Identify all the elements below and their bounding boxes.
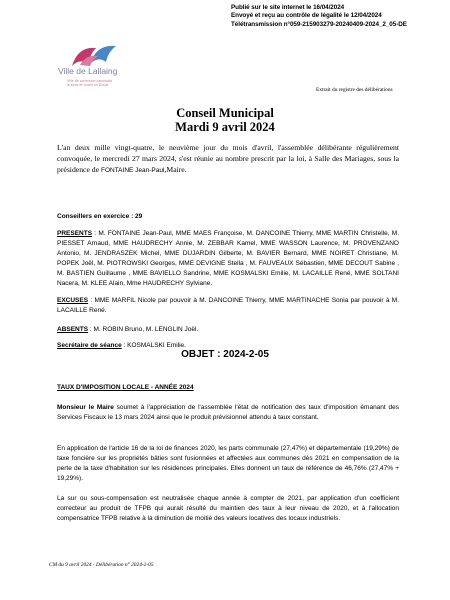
paragraph-maire: Monsieur le Maire soumet à l'appréciation de l'assemblée l'état de notification des taux d'imposition émanant des Services Fiscaux le 13 mars 2024 ainsi que le produit prévisionnel attendu à taux constant. — [57, 404, 399, 421]
stamp-teletransmission-line: Télétransmission n°059-215903279-20240409-2024_2_05-DE — [231, 20, 407, 28]
conseillers-count: Conseillers en exercice : 29 — [57, 213, 143, 220]
extract-note: Extrait du registre des délibérations — [316, 87, 393, 93]
objet-heading: OBJET : 2024-2-05 — [181, 349, 269, 360]
maire-lead: Monsieur le Maire — [57, 404, 114, 411]
document-title: Conseil Municipal — [176, 106, 274, 120]
document-date: Mardi 9 avril 2024 — [175, 120, 275, 134]
page-footer: CM du 9 avril 2024 - Délibération n° 2024-2-05 — [49, 562, 154, 568]
stamp-published-line: Publié sur le site internet le 16/04/2024 — [231, 4, 345, 11]
absents-label: ABSENTS — [57, 326, 89, 333]
absents-paragraph: ABSENTS : M. ROBIN Bruno, M. LENGLIN Joël. — [57, 326, 199, 333]
logo-name: Ville de Lallaing — [58, 66, 118, 76]
presents-label: PRESENTS — [57, 230, 93, 237]
excuses-label: EXCUSES — [57, 297, 89, 304]
transmission-stamp — [231, 4, 445, 29]
stamp-legality-line: Envoyé et reçu au contrôle de légalité le 12/04/2024 — [231, 12, 382, 20]
secretaire-label: Secrétaire de séance — [57, 342, 122, 349]
presents-paragraph: PRESENTS : M. FONTAINE Jean-Paul, MME MAES Françoise, M. DANCOINE Thierry, MME MARTIN Christelle, M. PIESSET Arnaud, MME HAUDRECHY Annie, M. ZEBBAR Kamel, MME WASSON Laurence, M. PROVENZANO Antonio, M. JENDRASZEK Michel, MME DUJARDIN Gilberte, M. BAVIER Bernard, MME NOIRET Christiane, M. POPEK Joël, M. PIOTROWSKI Georges, MME DEVIGNE Stella , M. FAUVEAUX Sébastien, MME DECOUT Sabine , M. BASTIEN Guillaume , MME BAVIELLO Sandrine, MME KOSMALSKI Emilie, M. LACAILLE René, MME SOLTANI Nacera, M. KLEE Alain, Mme HAUDRECHY Sylviane. — [57, 230, 399, 287]
paragraph-loi-finances: En application de l'article 16 de la loi de finances 2020, les parts communale (27,47%) et départementale (19,29%) de taxe foncière sur les propriétés bâties sont fusionnées et affectées aux communes dès 2021 en compensation de la perte de la taxe d'habitation sur les résidences principales. Elles donnent un taux de référence de 46,76% (27,47% + 19,29%). — [57, 445, 399, 482]
paragraph-compensation: La sur ou sous-compensation est neutralisée chaque année à compter de 2021, par application d'un coefficient correcteur au produit de TFPB qui aurait résulté du maintien des taux à leur niveau de 2020, et à l'allocation compensatrice TFPB relative à la diminution de moitié des valeurs locatives des locaux industriels. — [57, 495, 399, 522]
section-title: TAUX D'IMPOSITION LOCALE - ANNÉE 2024 — [57, 384, 194, 391]
secretaire-paragraph: Secrétaire de séance : KOSMALSKI Emilie. — [57, 342, 186, 349]
logo-tagline: Ville de commune pavoisant le sens et vivant un Douai — [67, 79, 112, 88]
excuses-paragraph: EXCUSES : MME MARFIL Nicole par pouvoir à M. DANCOINE Thierry, MME MARTINACHE Sonia par pouvoir à M. LACAILLE René. — [57, 297, 399, 314]
president-name: FONTAINE Jean-Paul — [100, 167, 165, 175]
intro-paragraph: L'an deux mille vingt-quatre, le neuvième jour du mois d'avril, l'assemblée délibérante régulièrement convoquée, le mercredi 27 mars 2024, s'est réunie au nombre prescrit par la loi, à Salle des Mariages, sous la présidence de FONTAINE Jean-Paul,Maire. — [57, 143, 399, 175]
